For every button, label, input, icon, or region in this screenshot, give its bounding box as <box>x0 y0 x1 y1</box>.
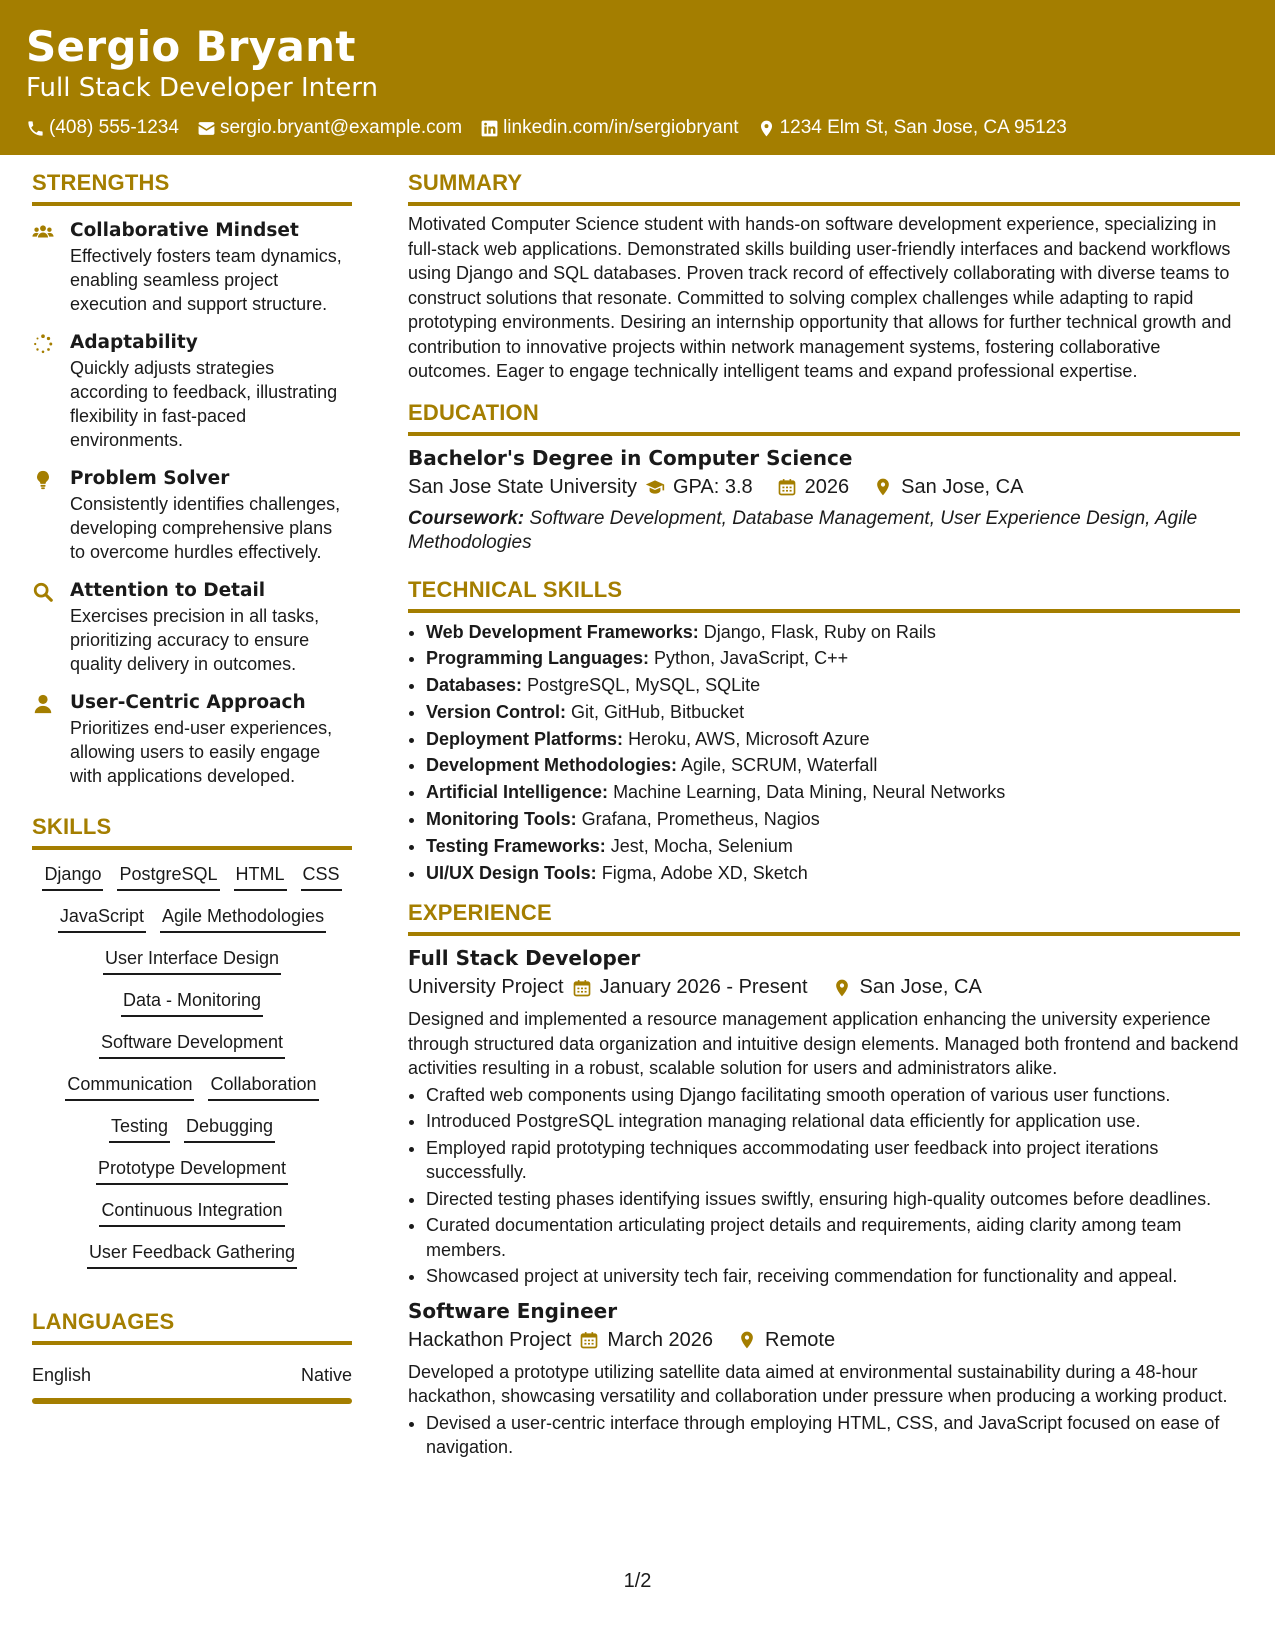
strength-item <box>32 466 352 564</box>
skill-tag: Debugging <box>184 1114 275 1143</box>
job-bullets <box>408 1083 1240 1289</box>
strength-desc: Consistently identifies challenges, developing comprehensive plans to overcome hurdles effectively. <box>70 494 341 562</box>
skills-heading: SKILLS <box>32 814 352 850</box>
list-item: • UI/UX Design Tools: Figma, Adobe XD, Sketch <box>426 860 1240 887</box>
list-item: • Monitoring Tools: Grafana, Prometheus, Nagios <box>426 806 1240 833</box>
list-item: • Showcased project at university tech fair, receiving commendation for functionality and appeal. <box>426 1264 1240 1289</box>
list-item: • Curated documentation articulating project details and requirements, aiding clarity among team members. <box>426 1213 1240 1262</box>
job-title: Full Stack Developer <box>408 946 641 971</box>
lightbulb-icon <box>32 469 54 491</box>
linkedin-text[interactable]: linkedin.com/in/sergiobryant <box>503 117 739 138</box>
strength-item <box>32 218 352 316</box>
contact-linkedin[interactable] <box>480 117 739 139</box>
strength-desc: Quickly adjusts strategies according to feedback, illustrating flexibility in fast-paced environments. <box>70 358 338 450</box>
languages-heading: LANGUAGES <box>32 1309 352 1345</box>
job-bullets <box>408 1411 1240 1460</box>
job-location: Remote <box>765 1328 836 1351</box>
skill-tag: HTML <box>234 862 287 891</box>
job-org: University Project <box>408 976 564 999</box>
list-item: • Testing Frameworks: Jest, Mocha, Selenium <box>426 833 1240 860</box>
map-pin-icon <box>757 119 776 138</box>
resume-header <box>0 0 1275 155</box>
language-level: Native <box>300 1365 352 1385</box>
user-icon <box>32 693 54 715</box>
education-heading: EDUCATION <box>408 400 1240 436</box>
strength-title: Problem Solver <box>70 468 230 489</box>
skill-tag: CSS <box>301 862 342 891</box>
contact-email[interactable] <box>197 117 462 139</box>
skill-tag: PostgreSQL <box>117 862 219 891</box>
contact-phone <box>26 117 179 139</box>
strength-item <box>32 330 352 452</box>
phone-icon <box>26 119 45 138</box>
list-item: • Databases: PostgreSQL, MySQL, SQLite <box>426 672 1240 699</box>
summary-heading: SUMMARY <box>408 170 1240 206</box>
job-meta <box>408 1329 1240 1352</box>
coursework <box>408 507 1240 555</box>
technical-skills-heading: TECHNICAL SKILLS <box>408 577 1240 613</box>
language-name: English <box>32 1365 92 1385</box>
gpa-text: GPA: 3.8 <box>673 475 753 498</box>
list-item: • Programming Languages: Python, JavaScript, C++ <box>426 645 1240 672</box>
skills-list <box>32 862 352 1269</box>
job-meta <box>408 976 1240 999</box>
experience-heading: EXPERIENCE <box>408 900 1240 936</box>
list-item: • Directed testing phases identifying issues swiftly, ensuring high-quality outcomes before deadlines. <box>426 1187 1240 1212</box>
skill-tag: Software Development <box>99 1030 285 1059</box>
skill-tag: Prototype Development <box>96 1156 288 1185</box>
list-item: • Development Methodologies: Agile, SCRUM, Waterfall <box>426 752 1240 779</box>
strength-desc: Effectively fosters team dynamics, enabling seamless project execution and support structure. <box>70 246 342 314</box>
strength-title: Attention to Detail <box>70 580 266 601</box>
job-entry <box>408 946 1240 1289</box>
job-date: January 2026 - Present <box>599 976 808 999</box>
linkedin-icon <box>480 119 499 138</box>
skill-tag: Django <box>42 862 103 891</box>
left-column <box>32 170 352 1404</box>
candidate-role: Full Stack Developer Intern <box>26 73 379 103</box>
skill-tag: Continuous Integration <box>99 1198 284 1227</box>
summary-text: Motivated Computer Science student with hands-on software development experience, specializing in full-stack web applications. Demonstrated skills building user-friendly interfaces and backend workflows using Django and SQL databases. Proven track record of effectively collaborating with diverse teams to construct solutions that resonate. Committed to solving complex challenges while adapting to rapid prototyping environments. Desiring an internship opportunity that allows for further technical growth and contribution to innovative projects within network management systems, fostering collaborative outcomes. Eager to engage technically intelligent teams and expand professional expertise. <box>408 214 1232 381</box>
right-column <box>408 170 1240 1462</box>
contact-address <box>757 117 1067 139</box>
job-entry <box>408 1299 1240 1460</box>
strength-title: User-Centric Approach <box>70 692 306 713</box>
contact-bar <box>26 117 1067 139</box>
skill-tag: JavaScript <box>58 904 146 933</box>
list-item: • Version Control: Git, GitHub, Bitbucket <box>426 699 1240 726</box>
list-item: • Employed rapid prototyping techniques accommodating user feedback into project iterations successfully. <box>426 1136 1240 1185</box>
degree-title: Bachelor's Degree in Computer Science <box>408 445 853 470</box>
calendar-icon <box>579 1330 599 1350</box>
map-pin-icon <box>737 1330 757 1350</box>
job-description: Designed and implemented a resource management application enhancing the university experience through structured data organization and intuitive design elements. Managed both frontend and backend activities resulting in a robust, scalable solution for users and administrators alike. <box>408 1009 1239 1079</box>
page-number: 1/2 <box>623 1570 652 1592</box>
education-meta <box>408 476 1240 499</box>
strength-item <box>32 690 352 788</box>
coursework-label: Coursework: <box>408 507 525 529</box>
strengths-heading: STRENGTHS <box>32 170 352 206</box>
skill-tag: User Feedback Gathering <box>87 1240 297 1269</box>
skill-tag: Data - Monitoring <box>121 988 263 1017</box>
candidate-name: Sergio Bryant <box>26 22 356 71</box>
language-item <box>32 1365 352 1386</box>
search-icon <box>32 581 54 603</box>
technical-skills-list <box>408 619 1240 887</box>
strength-title: Collaborative Mindset <box>70 220 299 241</box>
coursework-list: Software Development, Database Management, User Experience Design, Agile Methodologies <box>408 507 1198 553</box>
list-item: • Web Development Frameworks: Django, Flask, Ruby on Rails <box>426 619 1240 646</box>
list-item: • Crafted web components using Django facilitating smooth operation of various user functions. <box>426 1083 1240 1108</box>
list-item: • Artificial Intelligence: Machine Learning, Data Mining, Neural Networks <box>426 779 1240 806</box>
skill-tag: User Interface Design <box>103 946 281 975</box>
list-item: • Introduced PostgreSQL integration managing relational data efficiently for application use. <box>426 1109 1240 1134</box>
job-title: Software Engineer <box>408 1298 618 1323</box>
skill-tag: Communication <box>65 1072 194 1101</box>
spinner-icon <box>32 333 54 355</box>
strength-item <box>32 578 352 676</box>
language-proficiency-bar <box>32 1398 352 1404</box>
calendar-icon <box>777 477 797 497</box>
address-text: 1234 Elm St, San Jose, CA 95123 <box>779 117 1067 138</box>
graduation-year: 2026 <box>804 475 850 498</box>
calendar-icon <box>572 978 592 998</box>
skill-tag: Testing <box>109 1114 170 1143</box>
strength-desc: Exercises precision in all tasks, prioritizing accuracy to ensure quality delivery in outcomes. <box>70 606 320 674</box>
graduation-cap-icon <box>645 477 665 497</box>
job-location: San Jose, CA <box>859 976 982 999</box>
map-pin-icon <box>873 477 893 497</box>
phone-text: (408) 555-1234 <box>49 117 179 138</box>
list-item: • Deployment Platforms: Heroku, AWS, Microsoft Azure <box>426 726 1240 753</box>
list-item: • Devised a user-centric interface through employing HTML, CSS, and JavaScript focused on ease of navigation. <box>426 1411 1240 1460</box>
map-pin-icon <box>832 978 852 998</box>
email-text[interactable]: sergio.bryant@example.com <box>219 117 463 138</box>
job-description: Developed a prototype utilizing satellite data aimed at environmental sustainability during a 48-hour hackathon, showcasing versatility and collaboration under pressure when producing a working product. <box>408 1361 1228 1407</box>
users-icon <box>32 221 54 243</box>
skill-tag: Agile Methodologies <box>160 904 326 933</box>
job-org: Hackathon Project <box>408 1328 572 1351</box>
envelope-icon <box>197 119 216 138</box>
school-location: San Jose, CA <box>901 475 1024 498</box>
strength-title: Adaptability <box>70 332 198 353</box>
job-date: March 2026 <box>607 1328 714 1351</box>
skill-tag: Collaboration <box>208 1072 318 1101</box>
school-name: San Jose State University <box>408 475 637 498</box>
strength-desc: Prioritizes end-user experiences, allowing users to easily engage with applications developed. <box>70 718 333 786</box>
